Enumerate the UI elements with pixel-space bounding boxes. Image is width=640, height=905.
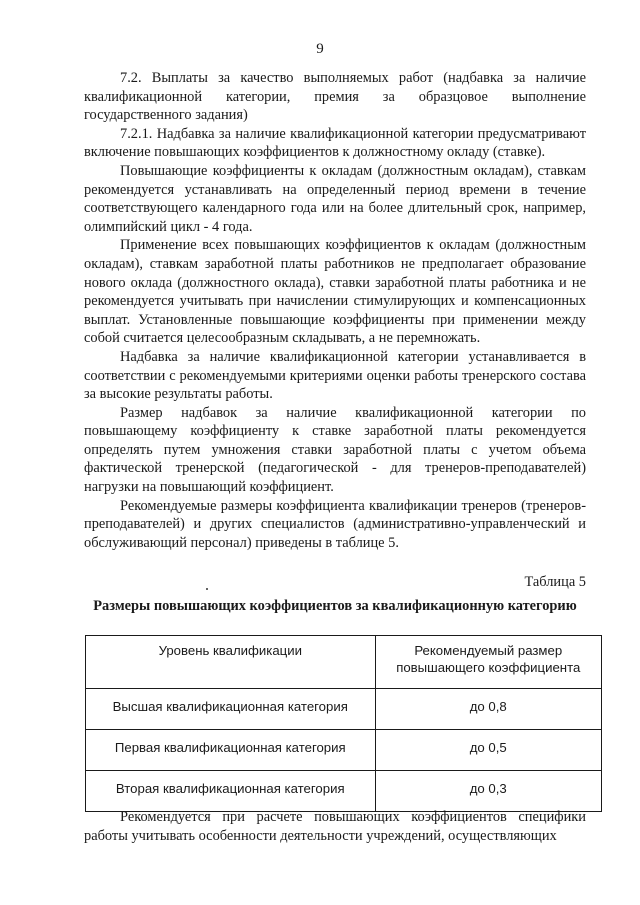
row-category-cell: Первая квалификационная категория xyxy=(86,730,376,771)
table-caption: Таблица 5 xyxy=(524,574,586,590)
paragraph-7-2: 7.2. Выплаты за качество выполняемых работ (надбавка за наличие квалификационной категории, премия за образцовое выполнение государственного задания) xyxy=(84,70,586,124)
body-text xyxy=(84,69,586,552)
paragraph-coefficients-period: Повышающие коэффициенты к окладам (должностным окладам), ставкам рекомендуется устанавливать на определенный период времени в течение соответствующего календарного года или на более длительный срок, например, олимпийский цикл - 4 года. xyxy=(84,162,586,235)
row-coefficient-cell: до 0,5 xyxy=(375,730,601,771)
table-title: Размеры повышающих коэффициентов за квалификационную категорию xyxy=(93,598,577,614)
coefficients-table xyxy=(85,635,602,812)
row-category-cell: Вторая квалификационная категория xyxy=(86,771,376,812)
paragraph-coefficients-application: Применение всех повышающих коэффициентов к окладам (должностным окладам), ставкам заработной платы работников не предполагает образование нового оклада (должностного оклада), ставки заработной платы работника и не рекомендуется учитывать при начислении стимулирующих и компенсационных выплат. Установленные повышающие коэффициенты при применении между собой считается целесообразным складывать, а не перемножать. xyxy=(84,237,586,347)
header-recommended-coefficient: Рекомендуемый размер повышающего коэффициента xyxy=(375,636,601,689)
table-row xyxy=(86,730,602,771)
row-coefficient-cell: до 0,3 xyxy=(375,771,601,812)
table-header-row xyxy=(86,636,602,689)
paragraph-allowance-calculation: Размер надбавок за наличие квалификационной категории по повышающему коэффициенту к ставке заработной платы рекомендуется определять путем умножения ставки заработной платы с учетом объема фактической тренерской (педагогической - для тренеров-преподавателей) нагрузки на повышающий коэффициент. xyxy=(84,404,586,496)
paragraph-7-2-1: 7.2.1. Надбавка за наличие квалификационной категории предусматривают включение повышающих коэффициентов к должностному окладу (ставке). xyxy=(84,125,586,161)
paragraph-table-reference: Рекомендуемые размеры коэффициента квалификации тренеров (тренеров-преподавателей) и других специалистов (административно-управленческий и обслуживающий персонал) приведены в таблице 5. xyxy=(84,497,586,551)
paragraph-closing: Рекомендуется при расчете повышающих коэффициентов специфики работы учитывать особенности деятельности учреждений, осуществляющих xyxy=(84,809,586,844)
page-number: 9 xyxy=(316,41,324,57)
paragraph-allowance-criteria: Надбавка за наличие квалификационной категории устанавливается в соответствии с рекомендуемыми критериями оценки работы тренерского состава за высокие результаты работы. xyxy=(84,348,586,403)
table-row xyxy=(86,771,602,812)
closing-text xyxy=(84,808,586,845)
table-row xyxy=(86,689,602,730)
header-qualification-level: Уровень квалификации xyxy=(86,636,376,689)
row-coefficient-cell: до 0,8 xyxy=(375,689,601,730)
row-category-cell: Высшая квалификационная категория xyxy=(86,689,376,730)
